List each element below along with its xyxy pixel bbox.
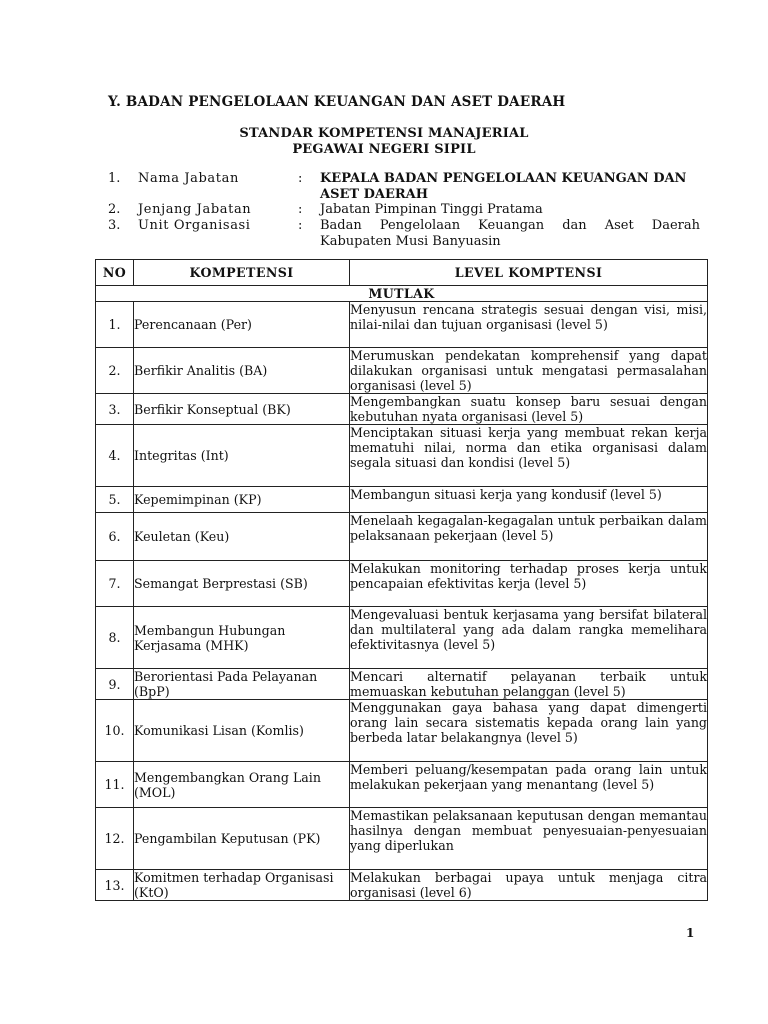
competency-name: Perencanaan (Per) bbox=[134, 302, 350, 348]
row-number: 13. bbox=[96, 870, 134, 901]
group-label: MUTLAK bbox=[96, 286, 708, 302]
row-number: 9. bbox=[96, 669, 134, 700]
info-number: 3. bbox=[108, 218, 121, 233]
info-label: Nama Jabatan bbox=[138, 171, 239, 186]
table-row bbox=[96, 607, 708, 669]
competency-name: Membangun Hubungan Kerjasama (MHK) bbox=[134, 607, 350, 669]
competency-name: Pengambilan Keputusan (PK) bbox=[134, 808, 350, 870]
info-value: KEPALA BADAN PENGELOLAAN KEUANGAN DAN ASET DAERAH bbox=[320, 171, 687, 202]
info-label: Jenjang Jabatan bbox=[138, 202, 252, 217]
competency-level: Mengembangkan suatu konsep baru sesuai dengan kebutuhan nyata organisasi (level 5) bbox=[350, 394, 707, 424]
competency-level: Memberi peluang/kesempatan pada orang lain untuk melakukan pekerjaan yang menantang (level 5) bbox=[350, 762, 708, 808]
table-row bbox=[96, 513, 708, 561]
competency-level: Merumuskan pendekatan komprehensif yang dapat dilakukan organisasi untuk mengatasi permasalahan organisasi (level 5) bbox=[350, 348, 707, 393]
info-colon: : bbox=[298, 171, 303, 186]
competency-name: Berfikir Konseptual (BK) bbox=[134, 394, 350, 425]
competency-level: Mencari alternatif pelayanan terbaik untuk memuaskan kebutuhan pelanggan (level 5) bbox=[350, 669, 707, 699]
info-colon: : bbox=[298, 218, 303, 233]
competency-level: Menelaah kegagalan-kegagalan untuk perbaikan dalam pelaksanaan pekerjaan (level 5) bbox=[350, 513, 708, 561]
table-row bbox=[96, 394, 708, 425]
info-row-unit-organisasi bbox=[108, 218, 708, 250]
row-number: 11. bbox=[96, 762, 134, 808]
table-row bbox=[96, 808, 708, 870]
info-row-jenjang-jabatan bbox=[108, 202, 708, 218]
competency-name: Integritas (Int) bbox=[134, 425, 350, 487]
info-label: Unit Organisasi bbox=[138, 218, 251, 233]
row-number: 10. bbox=[96, 700, 134, 762]
competency-level: Memastikan pelaksanaan keputusan dengan memantau hasilnya dengan membuat penyesuaian-penyesuaian yang diperlukan bbox=[350, 808, 708, 870]
table-row bbox=[96, 762, 708, 808]
info-number: 1. bbox=[108, 171, 121, 186]
competency-name: Kepemimpinan (KP) bbox=[134, 487, 350, 513]
competency-name: Semangat Berprestasi (SB) bbox=[134, 561, 350, 607]
table-row bbox=[96, 870, 708, 901]
competency-name: Mengembangkan Orang Lain (MOL) bbox=[134, 762, 350, 808]
info-row-nama-jabatan bbox=[108, 171, 708, 203]
competency-name: Keuletan (Keu) bbox=[134, 513, 350, 561]
header-level: LEVEL KOMPTENSI bbox=[350, 260, 708, 286]
row-number: 1. bbox=[96, 302, 134, 348]
row-number: 7. bbox=[96, 561, 134, 607]
competency-level: Mengevaluasi bentuk kerjasama yang bersifat bilateral dan multilateral yang ada dalam rangka memelihara efektivitasnya (level 5) bbox=[350, 607, 708, 669]
table-row bbox=[96, 348, 708, 394]
competency-level: Menciptakan situasi kerja yang membuat rekan kerja mematuhi nilai, norma dan etika organisasi dalam segala situasi dan kondisi (level 5) bbox=[350, 425, 708, 487]
info-value: Jabatan Pimpinan Tinggi Pratama bbox=[320, 202, 543, 217]
info-colon: : bbox=[298, 202, 303, 217]
competency-level: Menyusun rencana strategis sesuai dengan visi, misi, nilai-nilai dan tujuan organisasi (level 5) bbox=[350, 302, 708, 348]
row-number: 3. bbox=[96, 394, 134, 425]
table-row bbox=[96, 425, 708, 487]
table-row bbox=[96, 700, 708, 762]
table-row bbox=[96, 302, 708, 348]
document-title: STANDAR KOMPETENSI MANAJERIAL bbox=[239, 126, 529, 141]
row-number: 5. bbox=[96, 487, 134, 513]
header-kompetensi: KOMPETENSI bbox=[134, 260, 350, 286]
competency-level: Menggunakan gaya bahasa yang dapat dimengerti orang lain secara sistematis kepada orang lain yang berbeda latar belakangnya (level 5) bbox=[350, 700, 708, 762]
row-number: 2. bbox=[96, 348, 134, 394]
info-value: Badan Pengelolaan Keuangan dan Aset Daerah Kabupaten Musi Banyuasin bbox=[320, 218, 700, 249]
competency-name: Berfikir Analitis (BA) bbox=[134, 348, 350, 394]
competency-level: Membangun situasi kerja yang kondusif (level 5) bbox=[350, 487, 708, 513]
page-number: 1 bbox=[686, 926, 695, 940]
table-header-row bbox=[96, 260, 708, 286]
row-number: 12. bbox=[96, 808, 134, 870]
info-number: 2. bbox=[108, 202, 121, 217]
competency-name: Berorientasi Pada Pelayanan (BpP) bbox=[134, 669, 350, 700]
competency-level: Melakukan berbagai upaya untuk menjaga citra organisasi (level 6) bbox=[350, 870, 707, 900]
competency-level: Melakukan monitoring terhadap proses kerja untuk pencapaian efektivitas kerja (level 5) bbox=[350, 561, 708, 607]
competency-table bbox=[95, 259, 708, 901]
table-row bbox=[96, 487, 708, 513]
section-heading: Y. BADAN PENGELOLAAN KEUANGAN DAN ASET DAERAH bbox=[108, 94, 566, 110]
row-number: 4. bbox=[96, 425, 134, 487]
document-subtitle: PEGAWAI NEGERI SIPIL bbox=[292, 142, 476, 157]
table-row bbox=[96, 669, 708, 700]
table-row bbox=[96, 561, 708, 607]
header-no: NO bbox=[96, 260, 134, 286]
group-row bbox=[96, 286, 708, 302]
competency-name: Komunikasi Lisan (Komlis) bbox=[134, 700, 350, 762]
row-number: 8. bbox=[96, 607, 134, 669]
competency-name: Komitmen terhadap Organisasi (KtO) bbox=[134, 870, 350, 901]
row-number: 6. bbox=[96, 513, 134, 561]
